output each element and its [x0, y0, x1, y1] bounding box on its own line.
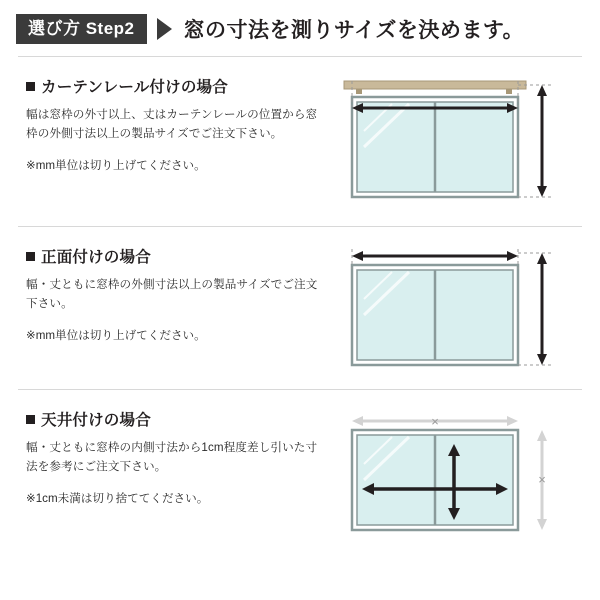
section-note: ※1cm未満は切り捨ててください。	[26, 491, 209, 505]
rail-bracket-right	[506, 89, 512, 94]
section-body: 幅は窓枠の外寸以上、丈はカーテンレールの位置から窓枠の外側寸法以上の製品サイズでご注文下さい。	[26, 108, 318, 140]
section-curtain-rail-mount	[0, 57, 600, 210]
section-title-text: 天井付けの場合	[41, 412, 151, 429]
page-title: 窓の寸法を測りサイズを決めます。	[183, 19, 525, 42]
width-arrow	[352, 251, 518, 261]
section-title	[26, 75, 326, 97]
window-diagram-svg	[330, 75, 570, 210]
section-title	[26, 245, 326, 267]
section-front-mount	[0, 227, 600, 373]
section-title	[26, 408, 326, 430]
bullet-square-icon	[26, 82, 35, 91]
arrow-right-icon	[157, 18, 172, 40]
height-arrow	[537, 253, 547, 365]
section-body: 幅・丈ともに窓枠の外側寸法以上の製品サイズでご注文下さい。	[26, 278, 318, 310]
diagram-curtain-rail	[330, 75, 570, 210]
window-diagram-svg	[330, 245, 570, 373]
section-note: ※mm単位は切り上げてください。	[26, 158, 206, 172]
window-diagram-svg	[330, 408, 570, 540]
bullet-square-icon	[26, 415, 35, 424]
section-text-block	[26, 408, 326, 508]
curtain-rail	[344, 81, 526, 89]
diagram-ceiling-mount	[330, 408, 570, 540]
page-header	[0, 0, 600, 44]
section-ceiling-mount	[0, 390, 600, 540]
section-text-block	[26, 75, 326, 175]
section-text-block	[26, 245, 326, 345]
cross-mark-top: ×	[431, 414, 439, 429]
cross-mark-side: ×	[538, 472, 546, 487]
section-body: 幅・丈ともに窓枠の内側寸法から1cm程度差し引いた寸法を参考にご注文下さい。	[26, 441, 318, 473]
rail-bracket-left	[356, 89, 362, 94]
section-note: ※mm単位は切り上げてください。	[26, 328, 206, 342]
section-title-text: カーテンレール付けの場合	[41, 79, 228, 96]
bullet-square-icon	[26, 252, 35, 261]
step-badge: 選び方 Step2	[16, 14, 147, 44]
height-arrow	[537, 85, 547, 197]
section-title-text: 正面付けの場合	[41, 249, 151, 266]
diagram-front-mount	[330, 245, 570, 373]
